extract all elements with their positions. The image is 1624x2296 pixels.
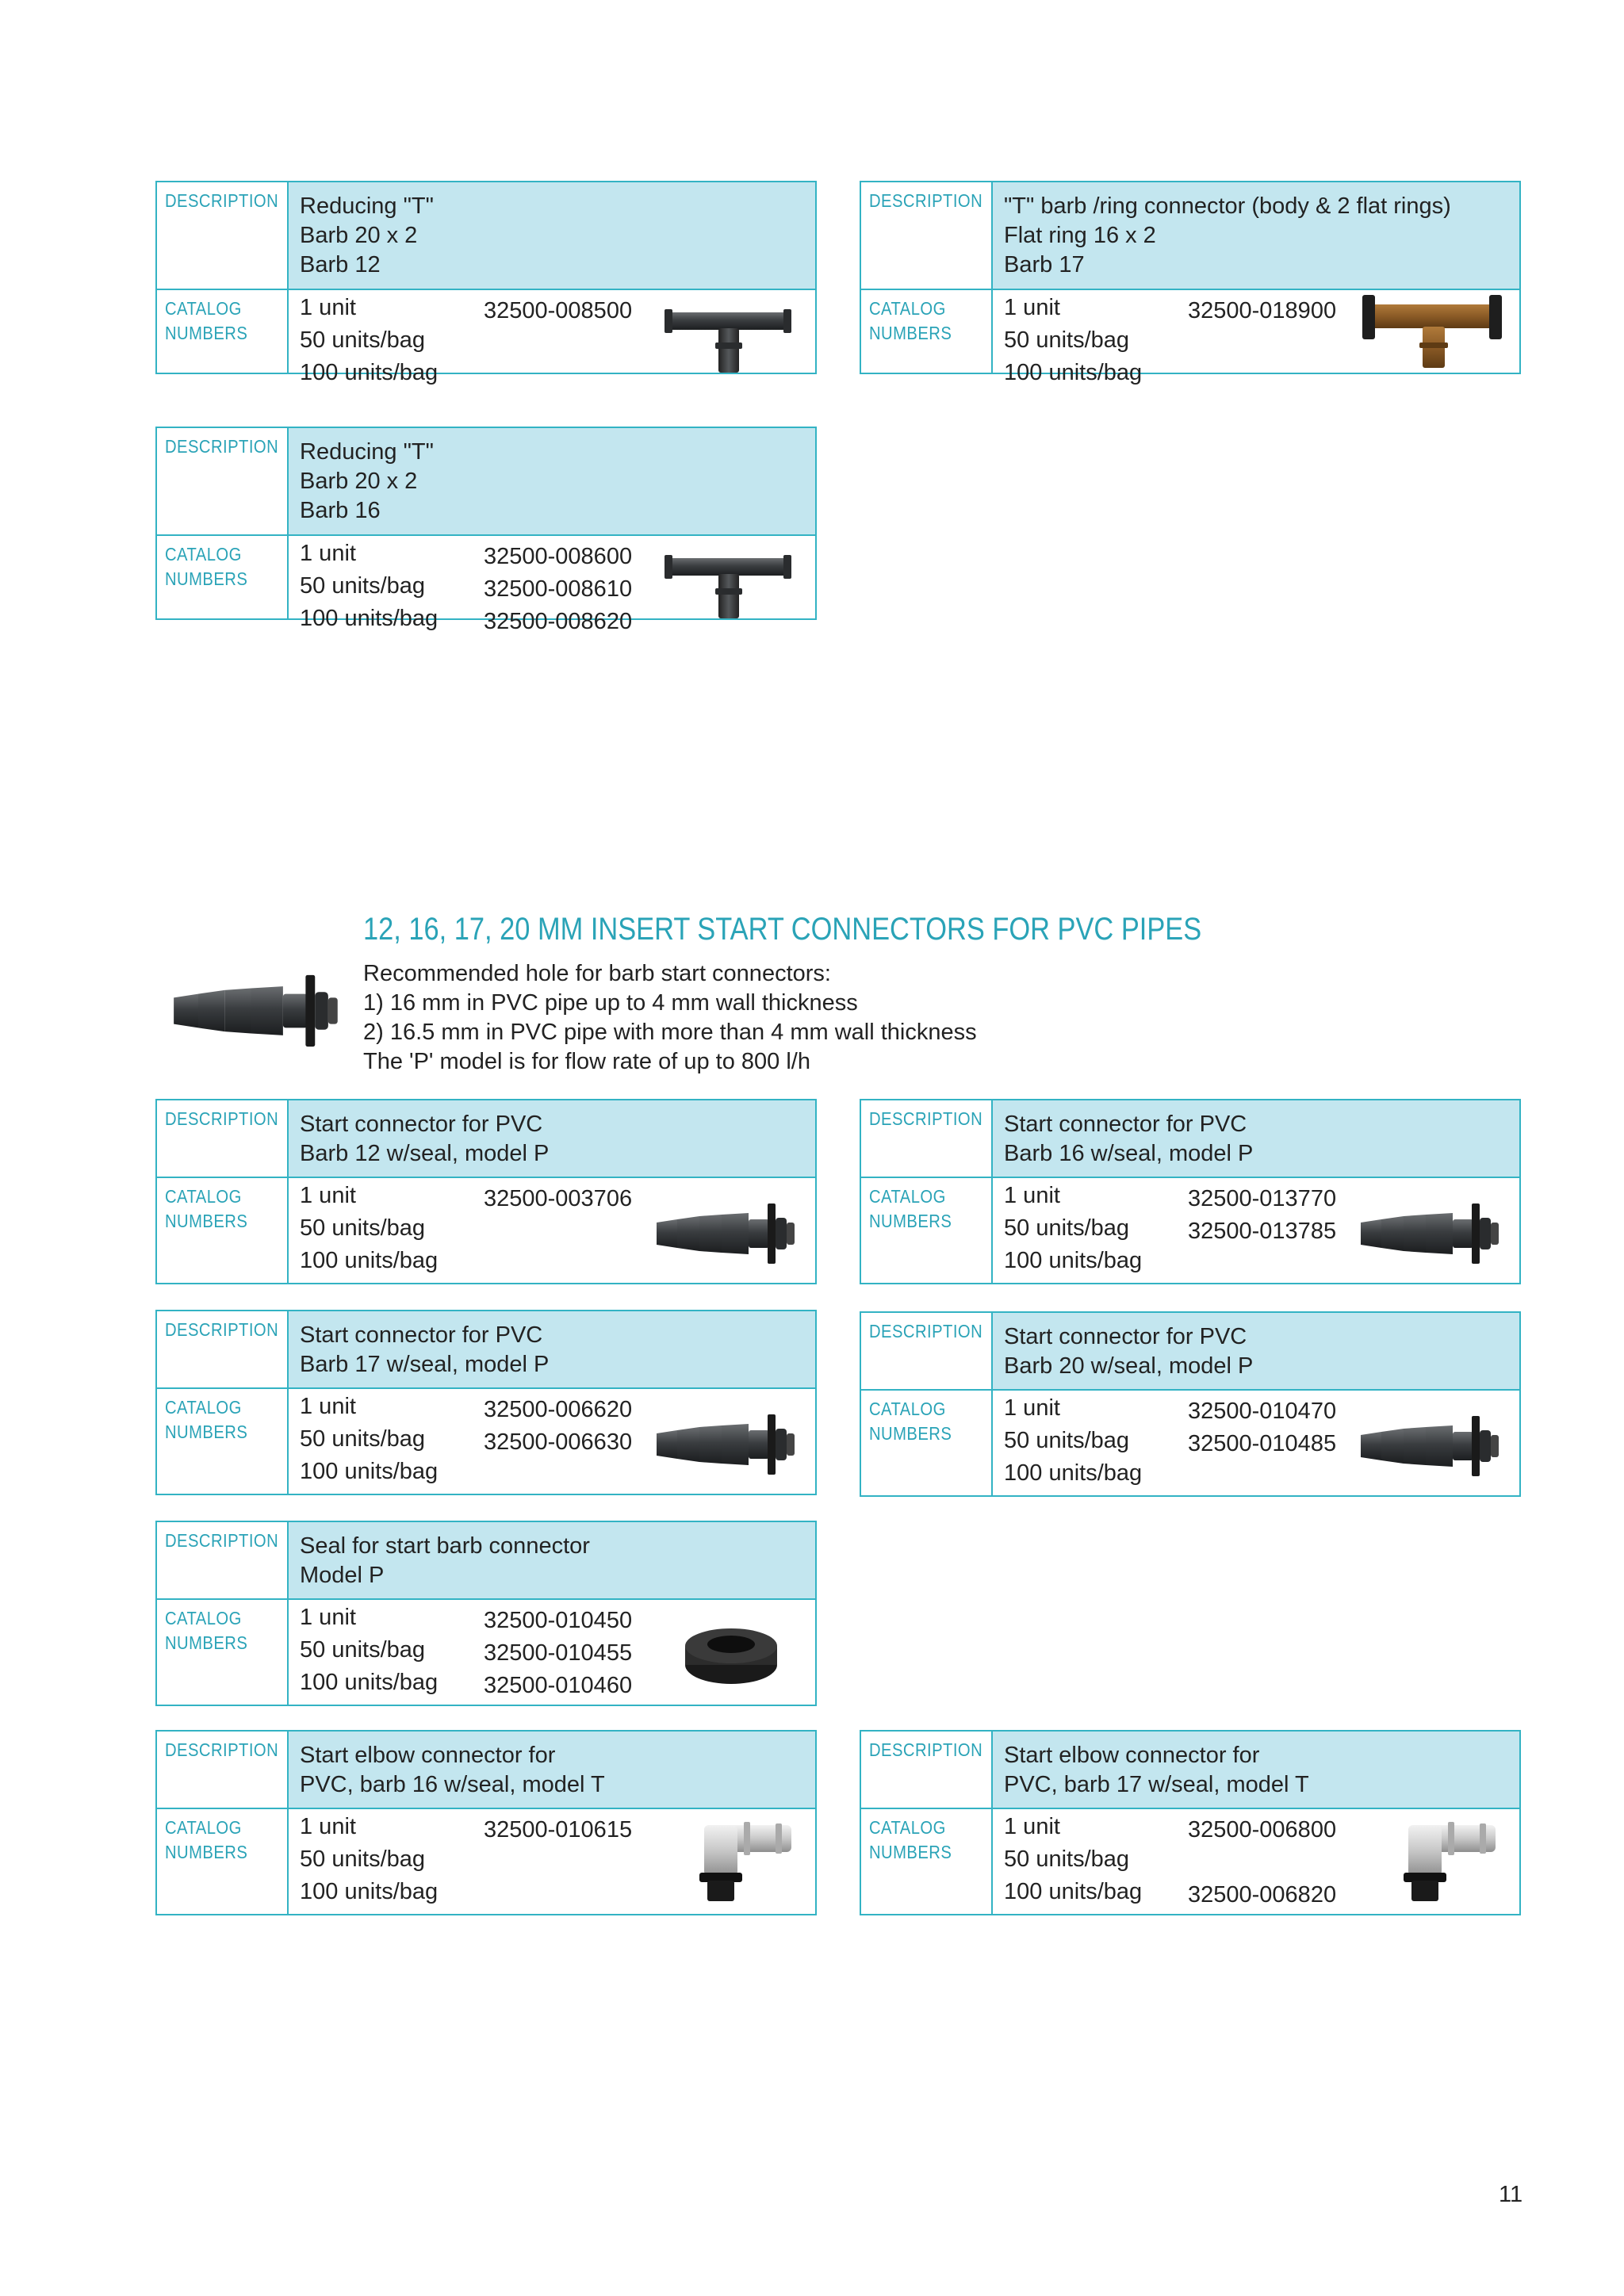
product-card	[860, 181, 1521, 385]
product-card	[860, 1311, 1521, 1497]
description-line: Start connector for PVC	[1004, 1324, 1247, 1349]
description-label: DESCRIPTION	[165, 1530, 279, 1551]
description-row	[157, 1100, 815, 1178]
description-label: DESCRIPTION	[869, 1739, 983, 1760]
catalog-number-list: 32500-010470 32500-010485	[1188, 1399, 1337, 1456]
description-line: Barb 12 w/seal, model P	[300, 1141, 550, 1166]
product-description	[300, 192, 434, 280]
catalog-row	[861, 1809, 1519, 1914]
description-line: Start connector for PVC	[300, 1322, 543, 1348]
product-card	[155, 1310, 817, 1495]
description-line: Barb 16	[300, 498, 381, 523]
description-label: DESCRIPTION	[165, 1108, 279, 1129]
reducing-tee-icon	[649, 544, 807, 620]
description-line: Barb 17	[1004, 252, 1085, 277]
catalog-numbers-label: CATALOG NUMBERS	[869, 1186, 952, 1231]
description-line: Barb 16 w/seal, model P	[1004, 1141, 1254, 1166]
description-line: PVC, barb 17 w/seal, model T	[1004, 1772, 1309, 1797]
description-line: Barb 20 w/seal, model P	[1004, 1353, 1254, 1379]
reducing-tee-icon	[649, 298, 807, 374]
product-description	[1004, 1741, 1309, 1800]
catalog-number-list: 32500-008500	[484, 298, 633, 323]
description-line: Start connector for PVC	[300, 1112, 543, 1137]
description-label: DESCRIPTION	[165, 1319, 279, 1340]
description-row	[157, 182, 815, 290]
description-row	[861, 1313, 1519, 1391]
start-connector-icon	[155, 966, 362, 1056]
catalog-row	[157, 536, 815, 634]
product-card	[155, 181, 817, 385]
description-row	[157, 1311, 815, 1389]
intro-line: Recommended hole for barb start connectors:	[363, 961, 831, 986]
tee-ring-connector-icon	[1353, 293, 1511, 369]
description-line: Start elbow connector for	[300, 1743, 556, 1768]
elbow-connector-icon	[649, 1814, 807, 1909]
description-line: Model P	[300, 1563, 385, 1588]
description-line: PVC, barb 16 w/seal, model T	[300, 1772, 605, 1797]
catalog-row	[157, 1809, 815, 1914]
quantity-list: 1 unit 50 units/bag 100 units/bag	[300, 541, 439, 631]
description-line: "T" barb /ring connector (body & 2 flat rings)	[1004, 193, 1451, 219]
catalog-row	[157, 1600, 815, 1705]
description-line: Flat ring 16 x 2	[1004, 223, 1156, 248]
catalog-number-list: 32500-006620 32500-006630	[484, 1397, 633, 1455]
catalog-number-list: 32500-006800 32500-006820	[1188, 1817, 1337, 1908]
catalog-numbers-label: CATALOG NUMBERS	[869, 298, 952, 343]
quantity-list: 1 unit 50 units/bag 100 units/bag	[1004, 295, 1143, 385]
description-label: DESCRIPTION	[165, 190, 279, 211]
catalog-numbers-label: CATALOG NUMBERS	[165, 544, 248, 589]
description-line: Start elbow connector for	[1004, 1743, 1260, 1768]
description-label: DESCRIPTION	[869, 1108, 983, 1129]
section-intro	[363, 959, 977, 1077]
catalog-number-list: 32500-013770 32500-013785	[1188, 1186, 1337, 1244]
catalog-number-list: 32500-010450 32500-010455 32500-010460	[484, 1608, 633, 1698]
description-label: DESCRIPTION	[165, 1739, 279, 1760]
quantity-list: 1 unit 50 units/bag 100 units/bag	[300, 1394, 439, 1484]
description-line: Start connector for PVC	[1004, 1112, 1247, 1137]
catalog-row	[861, 1178, 1519, 1283]
intro-line: The 'P' model is for flow rate of up to 800 l/h	[363, 1049, 810, 1074]
quantity-list: 1 unit 50 units/bag 100 units/bag	[300, 295, 439, 385]
rubber-seal-icon	[649, 1614, 807, 1690]
product-card	[155, 427, 817, 634]
quantity-list: 1 unit 50 units/bag 100 units/bag	[300, 1814, 439, 1904]
description-row	[861, 1100, 1519, 1178]
description-row	[157, 1732, 815, 1809]
catalog-numbers-label: CATALOG NUMBERS	[869, 1817, 952, 1862]
catalog-number-list: 32500-003706	[484, 1186, 633, 1211]
catalog-row	[861, 1391, 1519, 1495]
catalog-row	[157, 1178, 815, 1283]
intro-line: 1) 16 mm in PVC pipe up to 4 mm wall thickness	[363, 990, 858, 1016]
catalog-numbers-label: CATALOG NUMBERS	[165, 1817, 248, 1862]
catalog-number-list: 32500-018900	[1188, 298, 1337, 323]
start-connector-icon	[649, 1406, 807, 1483]
product-description	[300, 1532, 590, 1590]
product-card	[860, 1730, 1521, 1915]
description-line: Barb 12	[300, 252, 381, 277]
catalog-row	[861, 290, 1519, 385]
catalog-numbers-label: CATALOG NUMBERS	[869, 1399, 952, 1444]
catalog-numbers-label: CATALOG NUMBERS	[165, 1186, 248, 1231]
description-line: Reducing "T"	[300, 193, 434, 219]
start-connector-icon	[649, 1196, 807, 1272]
product-description	[300, 1321, 549, 1380]
catalog-row	[157, 1389, 815, 1494]
description-line: Seal for start barb connector	[300, 1533, 590, 1559]
product-description	[300, 1741, 605, 1800]
description-label: DESCRIPTION	[165, 436, 279, 457]
product-card	[860, 1099, 1521, 1284]
catalog-numbers-label: CATALOG NUMBERS	[165, 1608, 248, 1653]
description-line: Barb 17 w/seal, model P	[300, 1352, 550, 1377]
product-card	[155, 1099, 817, 1284]
catalog-number-list: 32500-010615	[484, 1817, 633, 1843]
product-description	[300, 1110, 549, 1169]
product-description	[1004, 1110, 1253, 1169]
description-row	[157, 428, 815, 536]
elbow-connector-icon	[1353, 1814, 1511, 1909]
quantity-list: 1 unit 50 units/bag 100 units/bag	[1004, 1183, 1143, 1273]
catalog-numbers-label: CATALOG NUMBERS	[165, 1397, 248, 1442]
catalog-row	[157, 290, 815, 385]
product-description	[1004, 192, 1451, 280]
product-card	[155, 1730, 817, 1915]
description-line: Reducing "T"	[300, 439, 434, 465]
page-number: 11	[1499, 2182, 1523, 2207]
section-heading: 12, 16, 17, 20 MM INSERT START CONNECTORS FOR PVC PIPES	[363, 912, 1202, 947]
quantity-list: 1 unit 50 units/bag 100 units/bag	[1004, 1395, 1143, 1486]
description-line: Barb 20 x 2	[300, 469, 418, 494]
product-description	[300, 438, 434, 526]
description-row	[861, 182, 1519, 290]
description-row	[861, 1732, 1519, 1809]
start-connector-icon	[1353, 1408, 1511, 1484]
start-connector-icon	[1353, 1196, 1511, 1272]
catalog-numbers-label: CATALOG NUMBERS	[165, 298, 248, 343]
description-row	[157, 1522, 815, 1600]
description-label: DESCRIPTION	[869, 190, 983, 211]
quantity-list: 1 unit 50 units/bag 100 units/bag	[300, 1605, 439, 1695]
product-description	[1004, 1322, 1253, 1381]
description-label: DESCRIPTION	[869, 1321, 983, 1341]
description-line: Barb 20 x 2	[300, 223, 418, 248]
quantity-list: 1 unit 50 units/bag 100 units/bag	[300, 1183, 439, 1273]
intro-line: 2) 16.5 mm in PVC pipe with more than 4 mm wall thickness	[363, 1020, 977, 1045]
quantity-list: 1 unit 50 units/bag 100 units/bag	[1004, 1814, 1143, 1904]
product-card	[155, 1521, 817, 1706]
catalog-number-list: 32500-008600 32500-008610 32500-008620	[484, 544, 633, 634]
